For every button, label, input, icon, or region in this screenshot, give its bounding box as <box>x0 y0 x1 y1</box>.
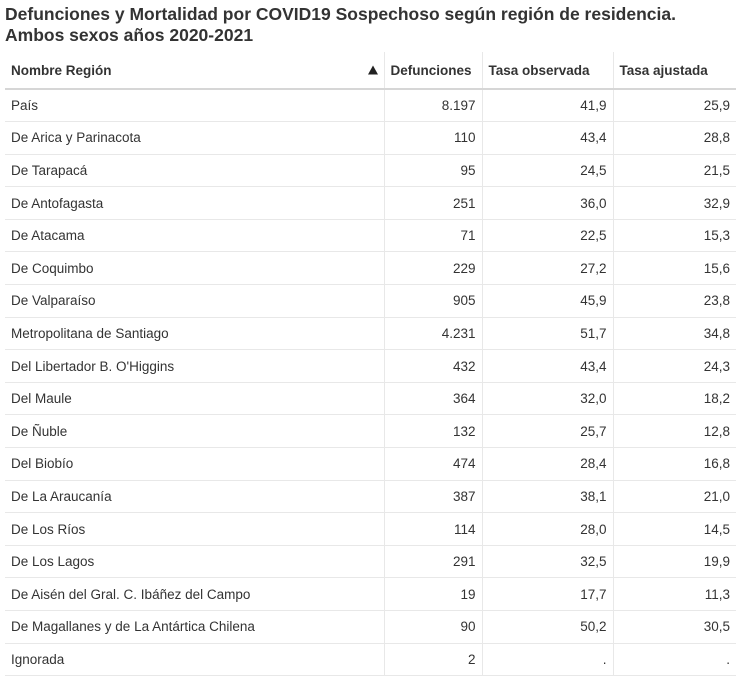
chart-title: Defunciones y Mortalidad por COVID19 Sospechoso según región de residencia. Ambos sexos años 2020-2021 <box>5 4 676 45</box>
tasa-observada-cell: 43,4 <box>482 350 613 383</box>
defunciones-cell: 95 <box>384 154 482 187</box>
defunciones-cell: 251 <box>384 187 482 220</box>
tasa-observada-cell: 28,4 <box>482 448 613 481</box>
sort-ascending-icon[interactable] <box>368 66 378 75</box>
region-name-cell: Del Libertador B. O'Higgins <box>5 350 384 383</box>
region-name-cell: De Aisén del Gral. C. Ibáñez del Campo <box>5 578 384 611</box>
region-name-cell: País <box>5 89 384 122</box>
column-header-label: Tasa ajustada <box>619 62 708 78</box>
column-header-defunciones[interactable] <box>384 52 482 89</box>
table-row <box>5 317 736 350</box>
tasa-observada-cell: 32,0 <box>482 382 613 415</box>
tasa-observada-cell: 32,5 <box>482 545 613 578</box>
defunciones-cell: 90 <box>384 611 482 644</box>
column-header-label: Tasa observada <box>488 62 590 78</box>
data-table-container <box>5 52 736 676</box>
defunciones-cell: 474 <box>384 448 482 481</box>
tasa-ajustada-cell: 25,9 <box>613 89 736 122</box>
table-row <box>5 545 736 578</box>
tasa-observada-cell: 50,2 <box>482 611 613 644</box>
region-name-cell: De Antofagasta <box>5 187 384 220</box>
table-row <box>5 89 736 122</box>
table-row <box>5 448 736 481</box>
defunciones-cell: 905 <box>384 285 482 318</box>
tasa-observada-cell: . <box>482 643 613 676</box>
defunciones-cell: 364 <box>384 382 482 415</box>
tasa-observada-cell: 45,9 <box>482 285 613 318</box>
tasa-observada-cell: 36,0 <box>482 187 613 220</box>
region-name-cell: De Valparaíso <box>5 285 384 318</box>
defunciones-cell: 132 <box>384 415 482 448</box>
tasa-ajustada-cell: 32,9 <box>613 187 736 220</box>
tasa-ajustada-cell: 19,9 <box>613 545 736 578</box>
tasa-ajustada-cell: 21,0 <box>613 480 736 513</box>
defunciones-cell: 432 <box>384 350 482 383</box>
tasa-observada-cell: 41,9 <box>482 89 613 122</box>
table-row <box>5 578 736 611</box>
tasa-ajustada-cell: 28,8 <box>613 122 736 155</box>
tasa-observada-cell: 38,1 <box>482 480 613 513</box>
table-row <box>5 480 736 513</box>
tasa-observada-cell: 51,7 <box>482 317 613 350</box>
region-name-cell: De La Araucanía <box>5 480 384 513</box>
column-header-label: Nombre Región <box>11 62 112 78</box>
tasa-ajustada-cell: 24,3 <box>613 350 736 383</box>
tasa-observada-cell: 22,5 <box>482 219 613 252</box>
table-row <box>5 382 736 415</box>
tasa-observada-cell: 24,5 <box>482 154 613 187</box>
table-row <box>5 611 736 644</box>
region-name-cell: De Arica y Parinacota <box>5 122 384 155</box>
region-name-cell: Metropolitana de Santiago <box>5 317 384 350</box>
table-row <box>5 187 736 220</box>
column-header-label: Defunciones <box>390 62 472 78</box>
defunciones-cell: 114 <box>384 513 482 546</box>
region-name-cell: Del Biobío <box>5 448 384 481</box>
region-name-cell: Ignorada <box>5 643 384 676</box>
region-name-cell: De Atacama <box>5 219 384 252</box>
defunciones-cell: 229 <box>384 252 482 285</box>
region-name-cell: De Tarapacá <box>5 154 384 187</box>
data-table <box>5 52 736 676</box>
defunciones-cell: 19 <box>384 578 482 611</box>
table-row <box>5 350 736 383</box>
tasa-ajustada-cell: 30,5 <box>613 611 736 644</box>
region-name-cell: De Coquimbo <box>5 252 384 285</box>
tasa-observada-cell: 28,0 <box>482 513 613 546</box>
defunciones-cell: 2 <box>384 643 482 676</box>
table-row <box>5 415 736 448</box>
tasa-observada-cell: 27,2 <box>482 252 613 285</box>
table-row <box>5 285 736 318</box>
table-row <box>5 513 736 546</box>
tasa-ajustada-cell: 21,5 <box>613 154 736 187</box>
region-name-cell: De Magallanes y de La Antártica Chilena <box>5 611 384 644</box>
tasa-ajustada-cell: 34,8 <box>613 317 736 350</box>
tasa-ajustada-cell: 15,3 <box>613 219 736 252</box>
tasa-observada-cell: 17,7 <box>482 578 613 611</box>
tasa-ajustada-cell: 18,2 <box>613 382 736 415</box>
defunciones-cell: 110 <box>384 122 482 155</box>
tasa-ajustada-cell: . <box>613 643 736 676</box>
region-name-cell: De Los Lagos <box>5 545 384 578</box>
region-name-cell: De Los Ríos <box>5 513 384 546</box>
tasa-observada-cell: 25,7 <box>482 415 613 448</box>
defunciones-cell: 4.231 <box>384 317 482 350</box>
defunciones-cell: 71 <box>384 219 482 252</box>
tasa-ajustada-cell: 14,5 <box>613 513 736 546</box>
column-header-tasa-observada[interactable] <box>482 52 613 89</box>
table-row <box>5 252 736 285</box>
column-header-region[interactable] <box>5 52 384 89</box>
region-name-cell: De Ñuble <box>5 415 384 448</box>
table-row <box>5 154 736 187</box>
tasa-ajustada-cell: 11,3 <box>613 578 736 611</box>
table-header-row <box>5 52 736 89</box>
table-body <box>5 89 736 676</box>
region-name-cell: Del Maule <box>5 382 384 415</box>
defunciones-cell: 387 <box>384 480 482 513</box>
defunciones-cell: 291 <box>384 545 482 578</box>
table-row <box>5 643 736 676</box>
column-header-tasa-ajustada[interactable] <box>613 52 736 89</box>
tasa-ajustada-cell: 23,8 <box>613 285 736 318</box>
table-row <box>5 219 736 252</box>
table-row <box>5 122 736 155</box>
tasa-ajustada-cell: 16,8 <box>613 448 736 481</box>
tasa-observada-cell: 43,4 <box>482 122 613 155</box>
tasa-ajustada-cell: 12,8 <box>613 415 736 448</box>
defunciones-cell: 8.197 <box>384 89 482 122</box>
tasa-ajustada-cell: 15,6 <box>613 252 736 285</box>
